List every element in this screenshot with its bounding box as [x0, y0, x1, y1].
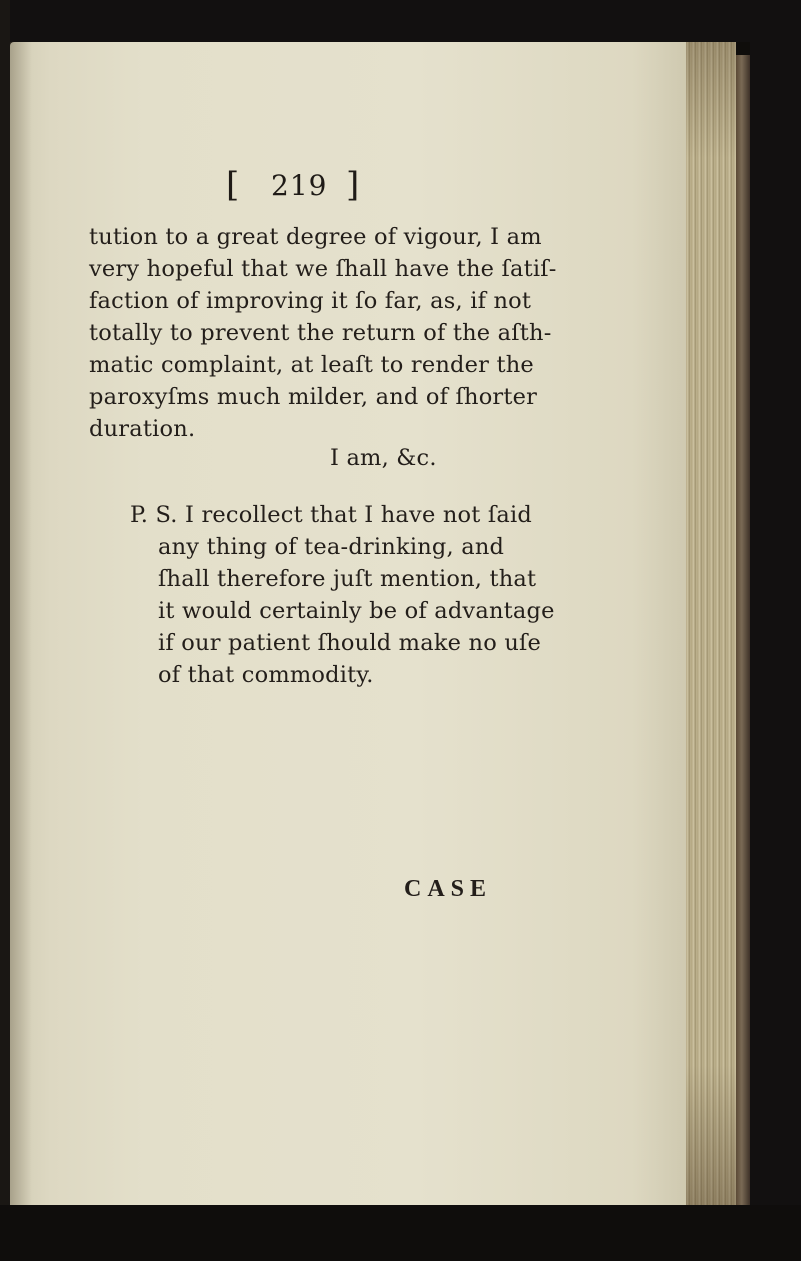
postscript-line: of that commodity.	[158, 662, 374, 688]
postscript-line: if our patient ſhould make no uſe	[158, 630, 542, 656]
postscript-line: ſhall therefore juſt mention, that	[158, 566, 537, 592]
paragraph-line: duration.	[89, 416, 196, 442]
postscript-line: P. S. I recollect that I have not ſaid	[130, 502, 532, 528]
paragraph-line: paroxyſms much milder, and of ſhorter	[89, 384, 538, 410]
book-cover-edge	[736, 55, 750, 1205]
catchword: CASE	[404, 876, 493, 902]
paragraph-line: matic complaint, at leaſt to render the	[89, 352, 534, 378]
postscript-line: any thing of tea-drinking, and	[158, 534, 505, 560]
page-number-close-bracket: ]	[346, 165, 360, 205]
postscript-line: it would certainly be of advantage	[158, 598, 555, 624]
paragraph-line: faction of improving it ſo far, as, if not	[89, 288, 532, 314]
closing-text: I am, &c.	[330, 445, 437, 471]
page-number-open-bracket: [	[226, 165, 240, 205]
background-left	[0, 0, 10, 1261]
page-edges-shade	[686, 42, 736, 1205]
paragraph-line: very hopeful that we ſhall have the ſatiſ-	[89, 256, 557, 282]
background-top	[0, 0, 801, 42]
paragraph-line: tution to a great degree of vigour, I am	[89, 224, 542, 250]
page-gutter-shadow	[10, 42, 32, 1205]
paragraph-line: totally to prevent the return of the aſth-	[89, 320, 552, 346]
page-number-value: 219	[271, 169, 328, 202]
background-right	[750, 0, 801, 1261]
background-bottom	[0, 1205, 801, 1261]
